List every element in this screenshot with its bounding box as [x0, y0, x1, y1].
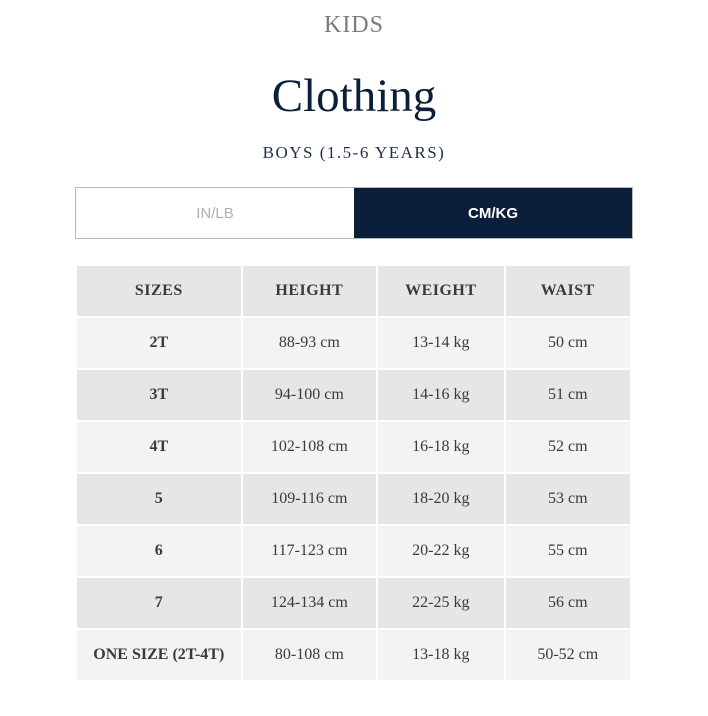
height-cell: 94-100 cm: [243, 370, 376, 420]
table-row: [77, 474, 630, 524]
size-cell: ONE SIZE (2T-4T): [77, 630, 241, 680]
column-header-waist: WAIST: [506, 266, 630, 316]
table-row: [77, 422, 630, 472]
size-cell: 2T: [77, 318, 241, 368]
table-row: [77, 526, 630, 576]
weight-cell: 14-16 kg: [378, 370, 503, 420]
column-header-weight: WEIGHT: [378, 266, 503, 316]
weight-cell: 22-25 kg: [378, 578, 503, 628]
column-header-sizes: SIZES: [77, 266, 241, 316]
size-cell: 5: [77, 474, 241, 524]
waist-cell: 53 cm: [506, 474, 630, 524]
waist-cell: 52 cm: [506, 422, 630, 472]
size-group-subtitle: BOYS (1.5-6 YEARS): [262, 143, 446, 162]
table-row: [77, 318, 630, 368]
table-row: [77, 370, 630, 420]
waist-cell: 55 cm: [506, 526, 630, 576]
size-cell: 4T: [77, 422, 241, 472]
weight-cell: 16-18 kg: [378, 422, 503, 472]
waist-cell: 50 cm: [506, 318, 630, 368]
height-cell: 80-108 cm: [243, 630, 376, 680]
size-cell: 6: [77, 526, 241, 576]
waist-cell: 56 cm: [506, 578, 630, 628]
height-cell: 102-108 cm: [243, 422, 376, 472]
size-cell: 7: [77, 578, 241, 628]
unit-toggle: [75, 187, 633, 239]
waist-cell: 51 cm: [506, 370, 630, 420]
page-title: Clothing: [271, 70, 437, 122]
height-cell: 117-123 cm: [243, 526, 376, 576]
size-chart-table: [75, 264, 632, 682]
weight-cell: 13-18 kg: [378, 630, 503, 680]
waist-cell: 50-52 cm: [506, 630, 630, 680]
unit-option-in-lb[interactable]: IN/LB: [76, 188, 354, 238]
size-cell: 3T: [77, 370, 241, 420]
unit-option-cm-kg[interactable]: CM/KG: [354, 188, 632, 238]
category-kicker: KIDS: [323, 12, 384, 38]
weight-cell: 13-14 kg: [378, 318, 503, 368]
table-row: [77, 630, 630, 680]
weight-cell: 18-20 kg: [378, 474, 503, 524]
table-header-row: [77, 266, 630, 316]
table-row: [77, 578, 630, 628]
weight-cell: 20-22 kg: [378, 526, 503, 576]
column-header-height: HEIGHT: [243, 266, 376, 316]
height-cell: 88-93 cm: [243, 318, 376, 368]
height-cell: 124-134 cm: [243, 578, 376, 628]
height-cell: 109-116 cm: [243, 474, 376, 524]
